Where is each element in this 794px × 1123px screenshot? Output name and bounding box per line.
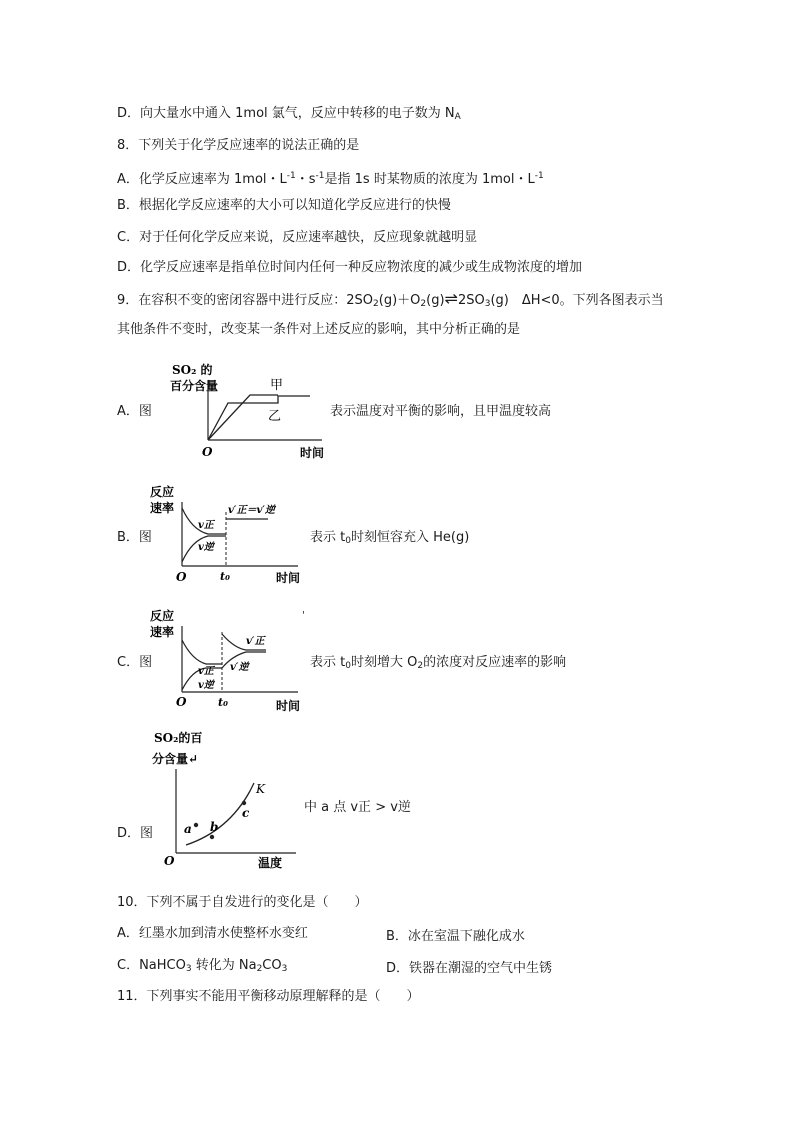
question-8-option-b: B．根据化学反应速率的大小可以知道化学反应进行的快慢 xyxy=(117,198,451,213)
question-8-option-a: A．化学反应速率为 1mol・$L^{-1}$・$s^{-1}$是指 1s 时某物质的浓度为 1mol・$L^{-1}$ xyxy=(117,171,544,187)
figure-b-option: B．图 xyxy=(117,530,152,545)
figure-d-label-b: b xyxy=(210,820,219,834)
figure-a-option: A．图 xyxy=(117,404,152,419)
figure-a-xlabel: 时间 xyxy=(300,446,325,460)
question-11-stem: 11．下列事实不能用平衡移动原理解释的是（ ） xyxy=(117,989,420,1004)
question-10-option-d: D．铁器在潮湿的空气中生锈 xyxy=(386,961,553,976)
figure-b-xlabel: 时间 xyxy=(276,571,301,585)
figure-a-description: 表示温度对平衡的影响，且甲温度较高 xyxy=(330,404,552,419)
figure-d-point-a xyxy=(194,823,198,827)
figure-c-t0: t₀ xyxy=(218,696,228,709)
figure-b-t0: t₀ xyxy=(220,570,230,583)
figure-c-label-v2-reverse: v′逆 xyxy=(230,662,249,673)
figure-c-origin: O xyxy=(176,695,187,709)
figure-d-description: 中 a 点 v正 > v逆 xyxy=(304,800,411,815)
figure-d-option: D．图 xyxy=(117,826,154,841)
figure-d-graph xyxy=(150,727,310,872)
option-d-q7: D．向大量水中通入 1mol 氯气，反应中转移的电子数为 $N_A$ xyxy=(117,106,461,122)
question-8-option-d: D．化学反应速率是指单位时间内任何一种反应物浓度的减少或生成物浓度的增加 xyxy=(117,260,583,275)
figure-a-label-jia: 甲 xyxy=(270,378,284,393)
figure-c-label-v-forward: v正 xyxy=(198,666,214,677)
figure-d-xlabel: 温度 xyxy=(258,856,283,870)
figure-a-ylabel2: 百分含量 xyxy=(170,379,219,393)
question-10-option-c: C．NaHCO$_3$ 转化为 $Na_2CO_3$ xyxy=(117,958,288,974)
figure-c-graph xyxy=(148,606,308,716)
figure-c-option: C．图 xyxy=(117,655,153,670)
question-10-option-a: A．红墨水加到清水使整杯水变红 xyxy=(117,926,308,941)
figure-b-ylabel1: 反应 xyxy=(150,485,175,499)
figure-d-origin: O xyxy=(164,854,175,868)
figure-a-label-yi: 乙 xyxy=(268,409,282,424)
figure-b-graph xyxy=(148,482,308,588)
figure-d-label-k: K xyxy=(256,782,265,796)
figure-c-v-forward-curve xyxy=(182,640,222,664)
figure-d-label-c: c xyxy=(242,806,250,820)
figure-c-ylabel1: 反应 xyxy=(150,609,175,623)
figure-b-description: 表示 $t_0$时刻恒容充入 He(g) xyxy=(310,530,470,546)
figure-d-point-c xyxy=(242,801,246,805)
figure-d-label-a: a xyxy=(184,822,192,836)
figure-b-label-v-forward: v正 xyxy=(198,520,214,531)
figure-b-label-equal: v′正＝v′逆 xyxy=(228,505,275,516)
question-8-stem: 8．下列关于化学反应速率的说法正确的是 xyxy=(117,138,360,153)
figure-b-origin: O xyxy=(176,570,187,584)
figure-d-ylabel1: SO₂的百 xyxy=(154,731,203,745)
figure-b-ylabel2: 速率 xyxy=(150,501,175,515)
question-9-stem-line2: 其他条件不变时，改变某一条件对上述反应的影响，其中分析正确的是 xyxy=(117,322,521,337)
question-10-stem: 10．下列不属于自发进行的变化是（ ） xyxy=(117,895,368,910)
figure-b-label-v-reverse: v逆 xyxy=(198,542,214,553)
figure-a-curve-jia xyxy=(208,396,310,440)
figure-c-xlabel: 时间 xyxy=(276,699,301,713)
figure-a-ylabel1: SO₂ 的 xyxy=(172,363,213,377)
figure-c-label-v-reverse: v逆 xyxy=(198,680,214,691)
question-8-option-c: C．对于任何化学反应来说，反应速率越快，反应现象就越明显 xyxy=(117,230,478,245)
figure-d-point-b xyxy=(210,835,214,839)
figure-d-ylabel2: 分含量↵ xyxy=(152,752,199,766)
figure-c-stray-mark: ' xyxy=(302,610,305,621)
figure-a-origin: O xyxy=(202,445,213,459)
question-10-option-b: B．冰在室温下融化成水 xyxy=(386,929,525,944)
figure-c-label-v2-forward: v′正 xyxy=(246,636,265,647)
figure-c-ylabel2: 速率 xyxy=(150,625,175,639)
figure-a-graph xyxy=(160,360,340,460)
question-9-stem: 9．在容积不变的密闭容器中进行反应：$2SO_2(g)+O_2(g)\rightleftharpoons 2SO_3(g)$ ΔH<0。下列各图表示当 xyxy=(117,289,664,309)
figure-c-description: 表示 $t_0$时刻增大 $O_2$的浓度对反应速率的影响 xyxy=(310,655,567,671)
